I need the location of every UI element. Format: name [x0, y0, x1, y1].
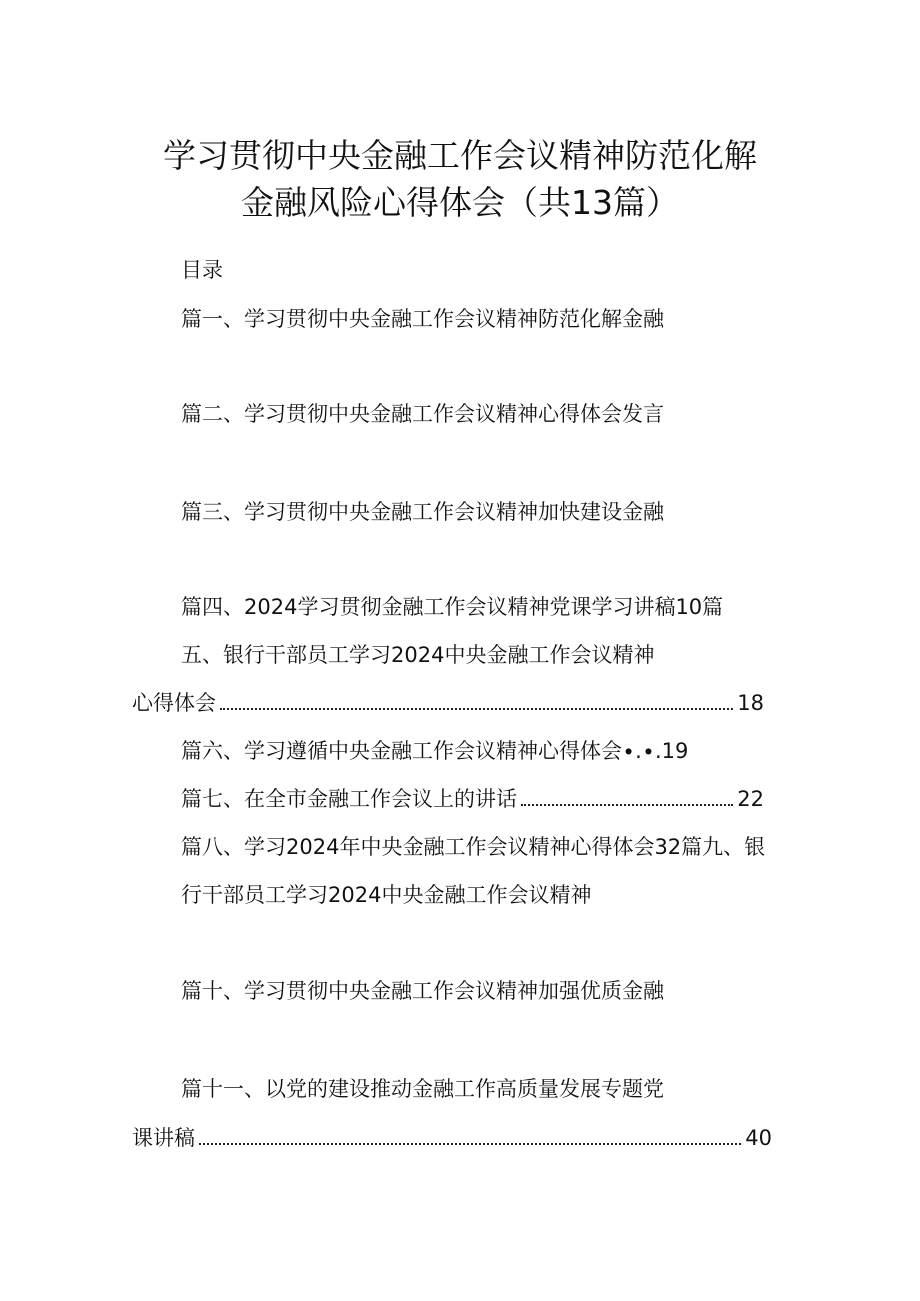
toc-entry-3[interactable]: 篇三、学习贯彻中央金融工作会议精神加快建设金融	[181, 500, 664, 524]
document-title-line2: 金融风险心得体会（共13篇）	[241, 183, 679, 222]
toc-entry-9-line2[interactable]: 行干部员工学习2024中央金融工作会议精神	[181, 883, 592, 907]
toc-entry-5-page: 18	[737, 691, 764, 715]
toc-entry-6-page: ∙.∙.19	[622, 739, 689, 763]
toc-entry-10[interactable]: 篇十、学习贯彻中央金融工作会议精神加强优质金融	[181, 979, 664, 1003]
toc-entry-5-line2[interactable]	[132, 689, 764, 717]
dot-leader	[220, 708, 733, 710]
dot-leader	[199, 1143, 741, 1145]
toc-entry-6[interactable]	[181, 737, 688, 765]
toc-entry-4[interactable]: 篇四、2024学习贯彻金融工作会议精神党课学习讲稿10篇	[181, 595, 724, 619]
toc-entry-5-line1[interactable]: 五、银行干部员工学习2024中央金融工作会议精神	[181, 643, 655, 667]
toc-entry-11-page: 40	[745, 1126, 772, 1150]
toc-entry-11-text: 课讲稿	[132, 1126, 195, 1150]
toc-heading: 目录	[181, 258, 223, 282]
toc-entry-7[interactable]	[181, 785, 764, 813]
toc-entry-7-text: 篇七、在全市金融工作会议上的讲话	[181, 787, 517, 811]
toc-entry-8-line1[interactable]: 篇八、学习2024年中央金融工作会议精神心得体会32篇九、银	[181, 835, 766, 859]
toc-entry-11-line2[interactable]	[132, 1124, 772, 1152]
dot-leader	[521, 804, 733, 806]
toc-entry-7-page: 22	[737, 787, 764, 811]
toc-entry-5-text: 心得体会	[132, 691, 216, 715]
toc-entry-2[interactable]: 篇二、学习贯彻中央金融工作会议精神心得体会发言	[181, 402, 664, 426]
toc-entry-1[interactable]: 篇一、学习贯彻中央金融工作会议精神防范化解金融	[181, 307, 664, 331]
toc-entry-11-line1[interactable]: 篇十一、以党的建设推动金融工作高质量发展专题党	[181, 1077, 664, 1101]
toc-entry-6-text: 篇六、学习遵循中央金融工作会议精神心得体会	[181, 739, 622, 763]
document-title-line1: 学习贯彻中央金融工作会议精神防范化解	[163, 136, 757, 175]
